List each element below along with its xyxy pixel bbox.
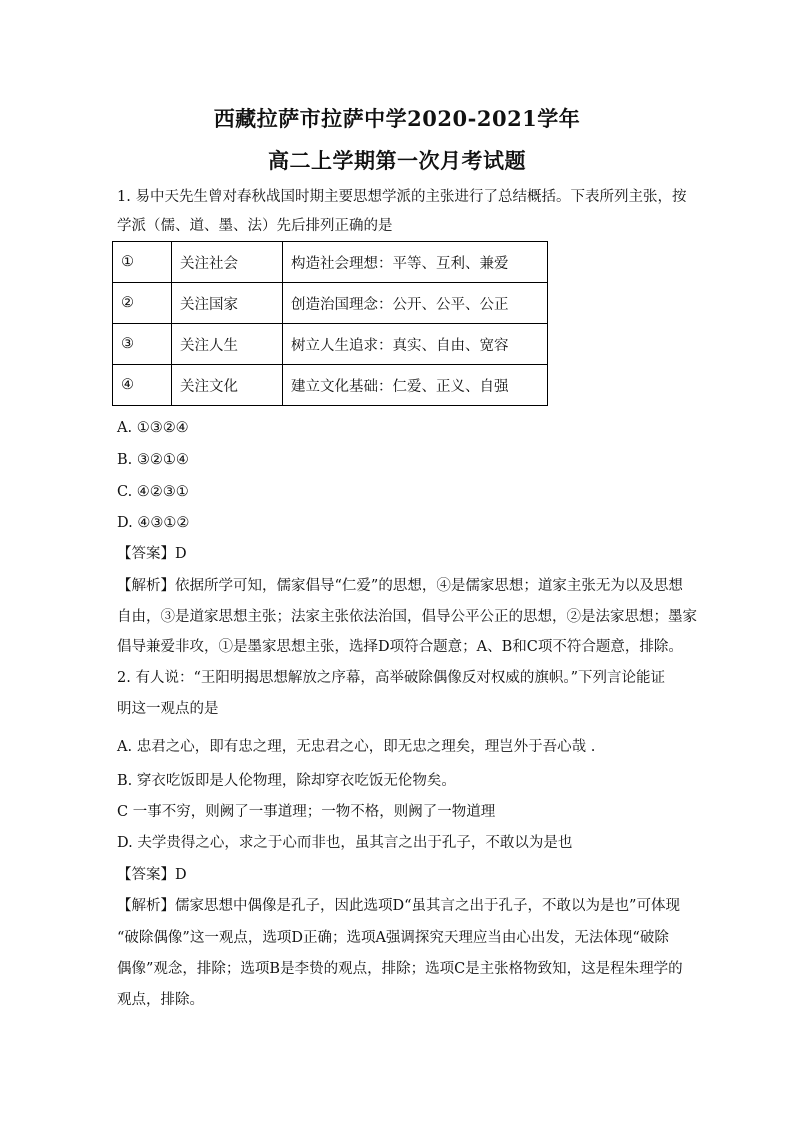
- table-row: [113, 324, 548, 365]
- table-cell: ③: [113, 324, 172, 365]
- q2-stem-line1: 2. 有人说：“王阳明揭思想解放之序幕，高举破除偶像反对权威的旗帜。”下列言论能证: [117, 670, 666, 686]
- q1-analysis-line1: 【解析】依据所学可知，儒家倡导“仁爱”的思想，④是儒家思想；道家主张无为以及思想: [117, 578, 683, 594]
- q1-option-b: B. ③②①④: [117, 452, 189, 468]
- q1-answer: 【答案】D: [117, 546, 187, 562]
- table-cell: 树立人生追求：真实、自由、宽容: [283, 324, 548, 365]
- q2-analysis-line3: 偶像”观念，排除；选项B是李贽的观点，排除；选项C是主张格物致知，这是程朱理学的: [117, 961, 683, 977]
- table-cell: ②: [113, 283, 172, 324]
- table-cell: 关注人生: [172, 324, 283, 365]
- q2-analysis-line2: “破除偶像”这一观点，选项D正确；选项A强调探究天理应当由心出发，无法体现“破除: [117, 930, 669, 946]
- q1-stem-line1: 1. 易中天先生曾对春秋战国时期主要思想学派的主张进行了总结概括。下表所列主张，按: [117, 189, 687, 205]
- table-cell: 关注社会: [172, 242, 283, 283]
- q1-stem-line2: 学派（儒、道、墨、法）先后排列正确的是: [117, 218, 393, 234]
- table-cell: 创造治国理念：公开、公平、公正: [283, 283, 548, 324]
- q1-option-c: C. ④②③①: [117, 484, 189, 500]
- table-cell: 关注文化: [172, 365, 283, 406]
- q2-stem-line2: 明这一观点的是: [117, 701, 219, 717]
- table-row: [113, 365, 548, 406]
- q1-option-a: A. ①③②④: [117, 420, 189, 436]
- q2-option-d: D. 夫学贵得之心，求之于心而非也，虽其言之出于孔子，不敢以为是也: [117, 835, 573, 851]
- document-title-line1: 西藏拉萨市拉萨中学2020-2021学年: [213, 106, 581, 131]
- q1-table: [112, 241, 548, 406]
- q1-analysis-line2: 自由，③是道家思想主张；法家主张依法治国，倡导公平公正的思想，②是法家思想；墨家: [117, 609, 697, 625]
- q2-option-c: C 一事不穷，则阙了一事道理；一物不格，则阙了一物道理: [117, 804, 496, 820]
- table-cell: ①: [113, 242, 172, 283]
- q2-analysis-line1: 【解析】儒家思想中偶像是孔子，因此选项D“虽其言之出于孔子，不敢以为是也”可体现: [117, 898, 680, 914]
- q2-option-a: A. 忠君之心，即有忠之理，无忠君之心，即无忠之理矣，理岂外于吾心哉 .: [117, 739, 596, 755]
- table-cell: ④: [113, 365, 172, 406]
- table-cell: 构造社会理想：平等、互利、兼爱: [283, 242, 548, 283]
- table-row: [113, 283, 548, 324]
- q2-analysis-line4: 观点，排除。: [117, 992, 204, 1008]
- table-cell: 关注国家: [172, 283, 283, 324]
- table-cell: 建立文化基础：仁爱、正义、自强: [283, 365, 548, 406]
- table-row: [113, 242, 548, 283]
- q1-option-d: D. ④③①②: [117, 515, 190, 531]
- q2-option-b: B. 穿衣吃饭即是人伦物理，除却穿衣吃饭无伦物矣。: [117, 773, 456, 789]
- q2-answer: 【答案】D: [117, 867, 187, 883]
- document-title-line2: 高二上学期第一次月考试题: [268, 148, 526, 173]
- q1-analysis-line3: 倡导兼爱非攻，①是墨家思想主张，选择D项符合题意；A、B和C项不符合题意，排除。: [117, 639, 683, 655]
